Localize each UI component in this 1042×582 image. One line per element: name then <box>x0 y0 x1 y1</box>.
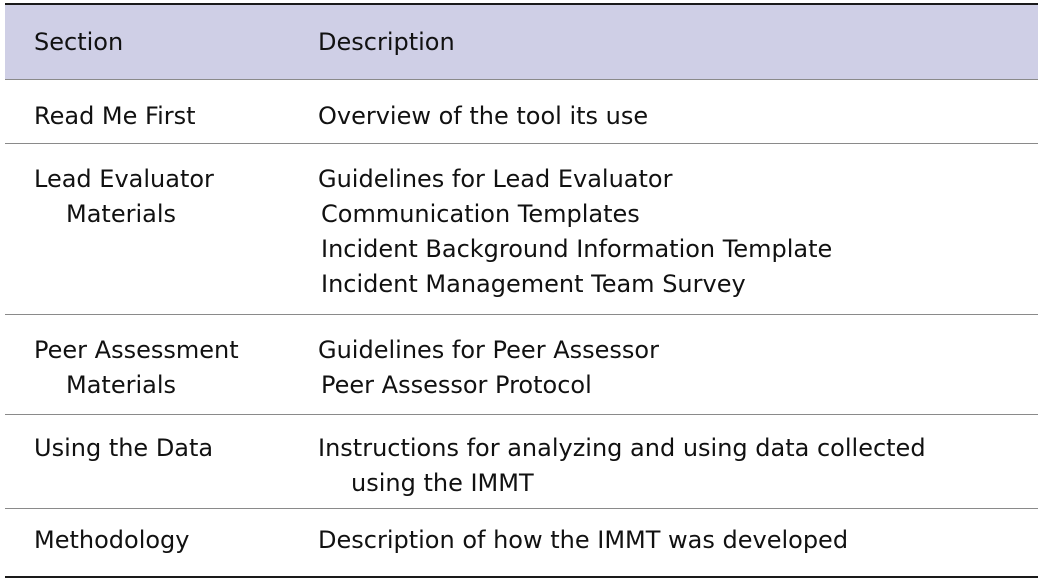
section-label: Lead Evaluator <box>34 165 214 193</box>
description-line: Incident Background Information Template <box>321 235 833 263</box>
table-row <box>5 144 1038 315</box>
section-cell <box>5 162 318 314</box>
table-row <box>5 509 1038 576</box>
table-row <box>5 80 1038 144</box>
table-header <box>5 5 1038 80</box>
description-cell <box>318 99 1038 134</box>
section-label: Peer Assessment <box>34 336 239 364</box>
section-cell <box>5 431 318 508</box>
description-cell <box>318 431 1038 508</box>
description-cell <box>318 333 1038 414</box>
table-row <box>5 415 1038 509</box>
description-line: Guidelines for Lead Evaluator <box>318 165 673 193</box>
section-label: Materials <box>66 200 177 228</box>
description-line: Peer Assessor Protocol <box>321 371 592 399</box>
section-cell <box>5 333 318 414</box>
header-description: Description <box>318 28 455 56</box>
section-cell <box>5 523 318 576</box>
table-row <box>5 315 1038 415</box>
section-label: Using the Data <box>34 434 214 462</box>
description-line: Description of how the IMMT was developed <box>318 526 849 554</box>
sections-table <box>5 3 1038 578</box>
header-section: Section <box>34 28 124 56</box>
description-line: Communication Templates <box>321 200 640 228</box>
section-label: Materials <box>66 371 177 399</box>
description-line: Incident Management Team Survey <box>321 270 746 298</box>
section-label: Read Me First <box>34 102 196 130</box>
description-cell <box>318 523 1038 576</box>
section-cell <box>5 99 318 134</box>
description-line: using the IMMT <box>351 469 534 497</box>
description-line: Overview of the tool its use <box>318 102 649 130</box>
description-line: Guidelines for Peer Assessor <box>318 336 659 364</box>
section-label: Methodology <box>34 526 190 554</box>
description-line: Instructions for analyzing and using data collected <box>318 434 926 462</box>
description-cell <box>318 162 1038 314</box>
